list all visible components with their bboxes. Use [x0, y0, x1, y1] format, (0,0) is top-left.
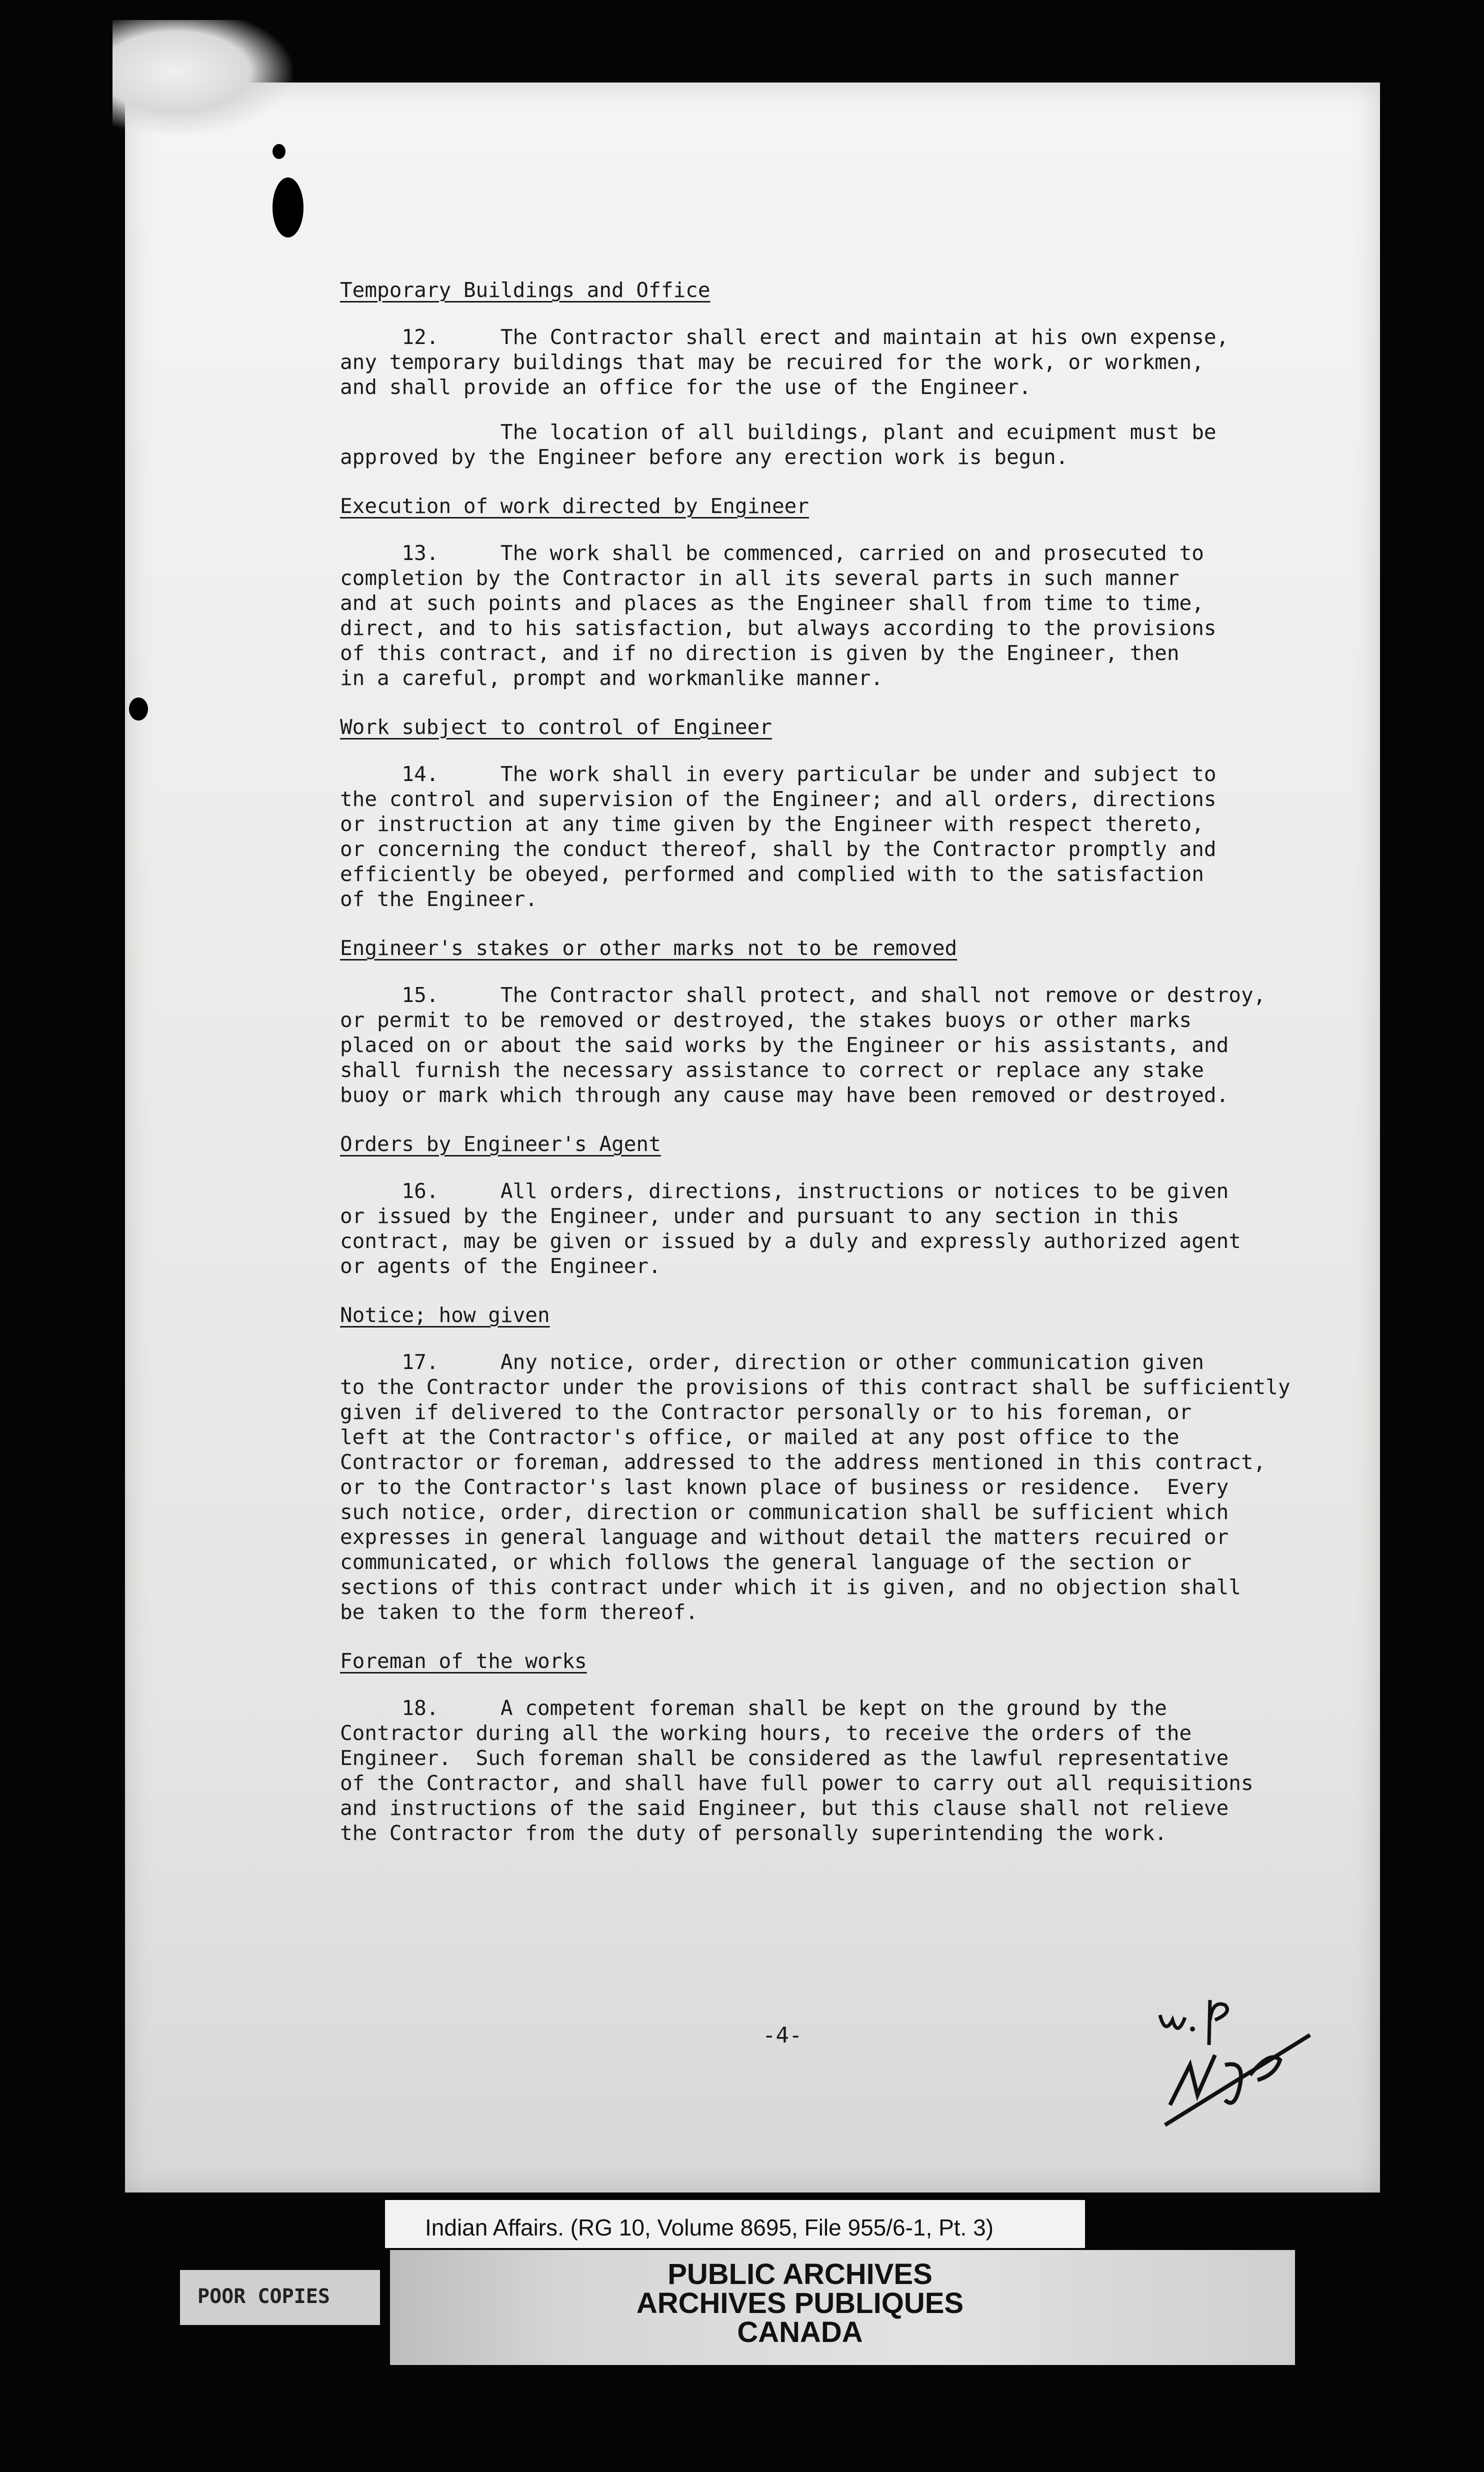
paragraph-line: approved by the Engineer before any erection work is begun.	[340, 445, 1068, 469]
section-heading: Temporary Buildings and Office	[340, 278, 710, 302]
archive-stamp-line: ARCHIVES PUBLIQUES	[636, 2287, 964, 2320]
section-paragraph	[340, 540, 1340, 690]
paragraph-line: 15. The Contractor shall protect, and shall not remove or destroy,	[340, 983, 1266, 1007]
paragraph-line: completion by the Contractor in all its several parts in such manner	[340, 566, 1180, 590]
paragraph-line: 17. Any notice, order, direction or other communication given	[340, 1350, 1204, 1374]
paragraph-line: 18. A competent foreman shall be kept on the ground by the	[340, 1696, 1167, 1720]
contract-section	[340, 1132, 1340, 1278]
paragraph-line: The location of all buildings, plant and ecuipment must be	[340, 420, 1216, 444]
section-heading: Engineer's stakes or other marks not to be removed	[340, 936, 958, 960]
paragraph-line: the control and supervision of the Engineer; and all orders, directions	[340, 787, 1216, 811]
paragraph-line: given if delivered to the Contractor personally or to his foreman, or	[340, 1400, 1192, 1424]
handwritten-initials	[1150, 1990, 1320, 2140]
section-paragraph	[340, 1178, 1340, 1278]
paragraph-line: of the Contractor, and shall have full power to carry out all requisitions	[340, 1771, 1254, 1795]
section-paragraph	[340, 420, 1340, 470]
paragraph-line: and shall provide an office for the use of the Engineer.	[340, 375, 1032, 399]
paragraph-line: placed on or about the said works by the Engineer or his assistants, and	[340, 1033, 1229, 1057]
paragraph-line: 14. The work shall in every particular be under and subject to	[340, 762, 1216, 786]
section-paragraph	[340, 1696, 1340, 1846]
paragraph-line: to the Contractor under the provisions of this contract shall be sufficiently	[340, 1375, 1290, 1399]
paragraph-line: or to the Contractor's last known place of business or residence. Every	[340, 1475, 1229, 1499]
archive-stamp	[600, 2260, 1000, 2347]
document-body	[340, 278, 1340, 1870]
paragraph-line: such notice, order, direction or communication shall be sufficient which	[340, 1500, 1229, 1524]
poor-copies-label: POOR COPIES	[198, 2285, 330, 2308]
section-heading: Orders by Engineer's Agent	[340, 1132, 661, 1156]
ink-speck	[272, 144, 286, 159]
paragraph-line: of this contract, and if no direction is given by the Engineer, then	[340, 641, 1180, 665]
paragraph-line: Contractor or foreman, addressed to the address mentioned in this contract,	[340, 1450, 1266, 1474]
contract-section	[340, 494, 1340, 690]
paragraph-line: the Contractor from the duty of personally superintending the work.	[340, 1821, 1167, 1845]
paragraph-line: buoy or mark which through any cause may have been removed or destroyed.	[340, 1083, 1229, 1107]
paragraph-line: of the Engineer.	[340, 887, 538, 911]
contract-section	[340, 936, 1340, 1108]
section-heading: Work subject to control of Engineer	[340, 715, 772, 739]
paragraph-line: shall furnish the necessary assistance to correct or replace any stake	[340, 1058, 1204, 1082]
paragraph-line: in a careful, prompt and workmanlike manner.	[340, 666, 884, 690]
paragraph-line: or instruction at any time given by the Engineer with respect thereto,	[340, 812, 1204, 836]
section-paragraph	[340, 982, 1340, 1108]
poor-copies-tag	[180, 2270, 380, 2325]
paragraph-line: left at the Contractor's office, or mailed at any post office to the	[340, 1425, 1180, 1449]
section-paragraph	[340, 1350, 1340, 1624]
paragraph-line: communicated, or which follows the general language of the section or	[340, 1550, 1192, 1574]
paragraph-line: or agents of the Engineer.	[340, 1254, 661, 1278]
section-paragraph	[340, 324, 1340, 400]
paragraph-line: be taken to the form thereof.	[340, 1600, 698, 1624]
paragraph-line: 13. The work shall be commenced, carried on and prosecuted to	[340, 541, 1204, 565]
section-heading: Foreman of the works	[340, 1649, 587, 1673]
contract-section	[340, 278, 1340, 470]
paragraph-line: or concerning the conduct thereof, shall by the Contractor promptly and	[340, 837, 1216, 861]
paragraph-line: contract, may be given or issued by a duly and expressly authorized agent	[340, 1229, 1241, 1253]
contract-section	[340, 1648, 1340, 1846]
section-heading: Notice; how given	[340, 1303, 550, 1327]
paragraph-line: 12. The Contractor shall erect and maintain at his own expense,	[340, 325, 1229, 349]
punch-hole-left	[129, 698, 148, 720]
paragraph-line: direct, and to his satisfaction, but always according to the provisions	[340, 616, 1216, 640]
paragraph-line: or permit to be removed or destroyed, the stakes buoys or other marks	[340, 1008, 1192, 1032]
paragraph-line: expresses in general language and without detail the matters recuired or	[340, 1525, 1229, 1549]
punch-hole-top	[272, 178, 304, 238]
archive-stamp-line: PUBLIC ARCHIVES	[668, 2258, 932, 2290]
paragraph-line: sections of this contract under which it is given, and no objection shall	[340, 1575, 1241, 1599]
section-paragraph	[340, 762, 1340, 912]
reference-label	[385, 2200, 1085, 2248]
paragraph-line: 16. All orders, directions, instructions or notices to be given	[340, 1179, 1229, 1203]
contract-section	[340, 1302, 1340, 1624]
torn-corner	[112, 20, 292, 135]
paragraph-line: efficiently be obeyed, performed and complied with to the satisfaction	[340, 862, 1204, 886]
archive-stamp-line: CANADA	[737, 2316, 863, 2348]
contract-section	[340, 714, 1340, 912]
reference-label-text: Indian Affairs. (RG 10, Volume 8695, File 955/6-1, Pt. 3)	[425, 2214, 994, 2240]
paragraph-line: any temporary buildings that may be recuired for the work, or workmen,	[340, 350, 1204, 374]
section-heading: Execution of work directed by Engineer	[340, 494, 809, 518]
page-number: -4-	[762, 2022, 802, 2048]
paragraph-line: and at such points and places as the Engineer shall from time to time,	[340, 591, 1204, 615]
paragraph-line: Engineer. Such foreman shall be considered as the lawful representative	[340, 1746, 1229, 1770]
paragraph-line: and instructions of the said Engineer, but this clause shall not relieve	[340, 1796, 1229, 1820]
paragraph-line: or issued by the Engineer, under and pursuant to any section in this	[340, 1204, 1180, 1228]
paragraph-line: Contractor during all the working hours, to receive the orders of the	[340, 1721, 1192, 1745]
